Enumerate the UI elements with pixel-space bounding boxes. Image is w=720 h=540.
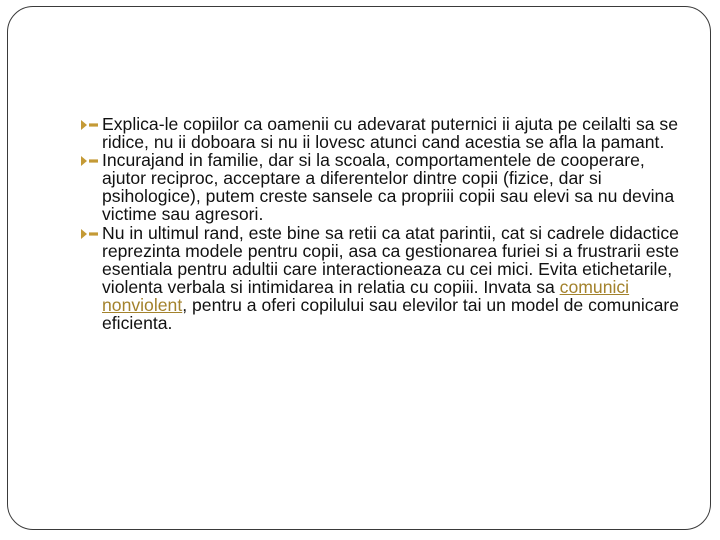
bullet-item-1 [80,115,684,151]
bullet-text-after-link: , pentru a oferi copilului sau elevilor tai un model de comunicare eficienta. [102,294,680,334]
bullet-item-2 [80,151,684,223]
bullet-item-3 [80,224,684,333]
chevron-bullet-icon [80,119,99,131]
comunici-nonviolent-link[interactable]: comunici nonviolent [102,276,630,315]
bullet-list [80,115,684,332]
bullet-text: Explica-le copiilor ca oamenii cu adevarat puternici ii ajuta pe ceilalti sa se ridice, nu ii doboara si nu ii lovesc atunci cand acestia se afla la pamant. [102,114,678,153]
chevron-bullet-icon [80,228,99,240]
bullet-text: Incurajand in familie, dar si la scoala, comportamentele de cooperare, ajutor reciproc, acceptare a diferentelor dintre copii (fizice, dar si psihologice), putem creste sansele ca propriii copii sau elevi sa nu devina victime sau agresori. [102,150,675,225]
chevron-bullet-icon [80,155,99,167]
bullet-text-before-link: Nu in ultimul rand, este bine sa retii ca atat parintii, cat si cadrele didactice reprezinta modele pentru copii, asa ca gestionarea furiei si a frustrarii este esentiala pentru adultii care interactioneaza cu cei mici. Evita etichetarile, violenta verbala si intimidarea in relatia cu copiii. Invata sa [102,222,679,297]
